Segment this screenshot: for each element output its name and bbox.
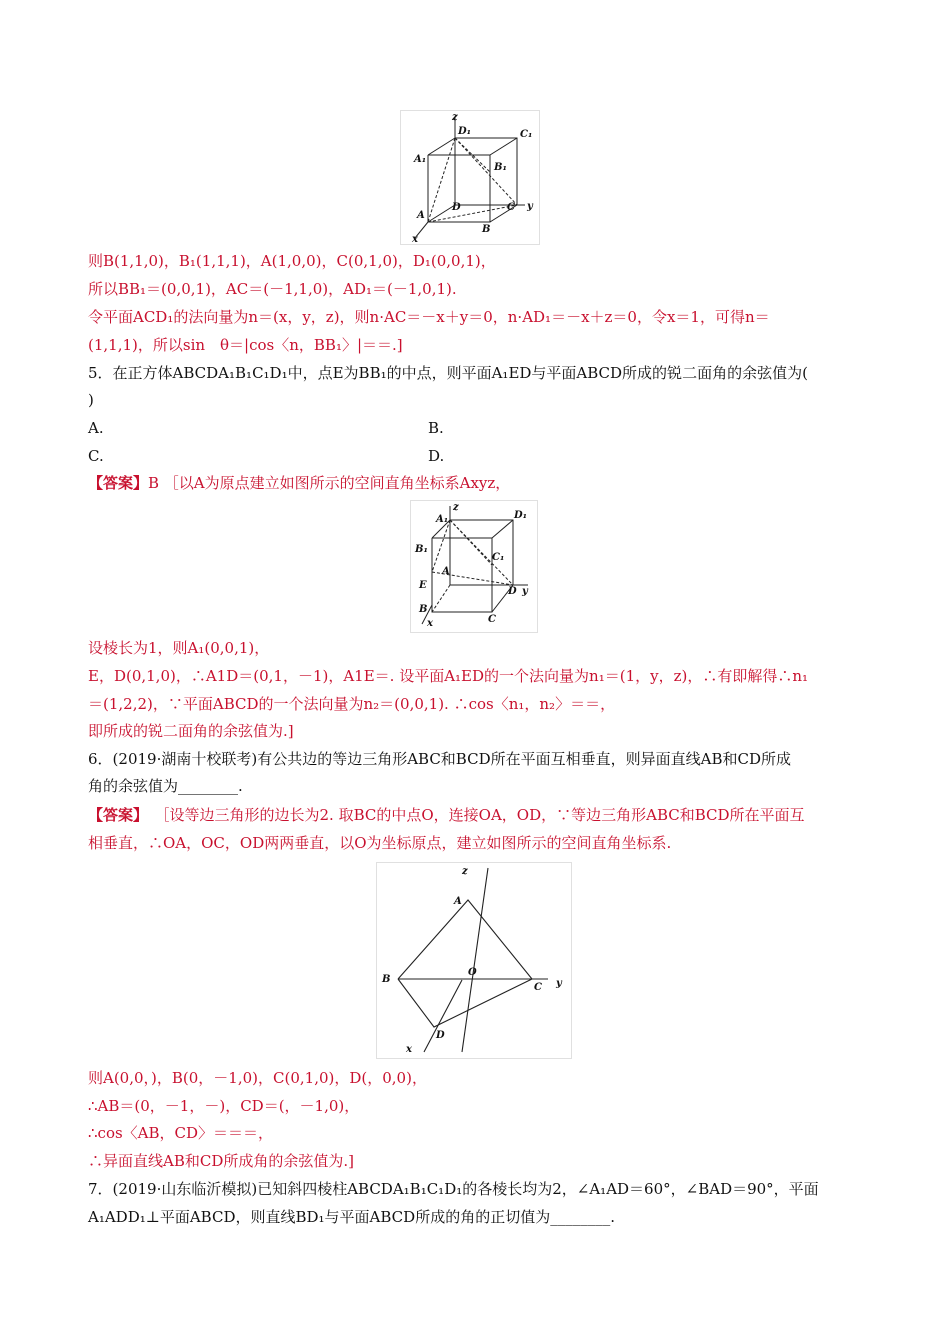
sol5-line2: E，D(0,1,0)，∴A1D＝(0,1，－1)，A1E＝. 设平面A₁ED的一个法向量为n₁＝(1，y，z)，∴有即解得∴n₁ <box>88 667 809 685</box>
sol5-line1: 设棱长为1，则A₁(0,0,1)， <box>88 639 270 657</box>
ans6-line2: 相垂直，∴OA，OC，OD两两垂直，以O为坐标原点，建立如图所示的空间直角坐标系. <box>88 834 672 852</box>
sol6-line3: ∴cos〈AB，CD〉＝＝＝， <box>88 1124 274 1142</box>
sol6-line4: ∴异面直线AB和CD所成角的余弦值为.] <box>88 1152 354 1170</box>
q5-option-d: D. <box>428 447 445 465</box>
fig1-label-B1: B₁ <box>494 162 507 173</box>
fig2-label-y: y <box>522 586 528 597</box>
fig1-label-D1: D₁ <box>458 126 472 137</box>
fig2-label-C: C <box>488 614 496 625</box>
q6-stem-line1: 6．(2019·湖南十校联考)有公共边的等边三角形ABC和BCD所在平面互相垂直，则异面直线AB和CD所成 <box>88 750 791 768</box>
sol4-line4: (1,1,1)，所以sin θ＝|cos〈n，BB₁〉|＝＝.] <box>88 336 403 354</box>
ans6-text1: ［设等边三角形的边长为2. 取BC的中点O，连接OA，OD，∵等边三角形ABC和BCD所在平面互 <box>162 806 805 824</box>
sol6-line2: ∴AB＝(0，－1，－)，CD＝(，－1,0)， <box>88 1097 360 1115</box>
figure-cube-1 <box>400 110 540 245</box>
fig1-label-C: C <box>507 202 515 213</box>
fig3-label-z: z <box>462 866 468 877</box>
ans5-text: B ［以A为原点建立如图所示的空间直角坐标系Axyz， <box>148 474 511 492</box>
fig2-label-C1: C₁ <box>492 552 505 563</box>
fig1-label-A: A <box>417 210 425 221</box>
fig2-label-B1: B₁ <box>415 544 428 555</box>
fig2-label-x: x <box>427 618 433 629</box>
fig3-label-D: D <box>436 1030 445 1041</box>
q6-stem-line2: 角的余弦值为________. <box>88 777 243 795</box>
fig3-label-A: A <box>454 896 462 907</box>
figure-cube-2 <box>410 500 538 633</box>
fig1-label-x: x <box>412 234 418 245</box>
q7-stem-line2: A₁ADD₁⊥平面ABCD，则直线BD₁与平面ABCD所成的角的正切值为________. <box>88 1208 615 1226</box>
figure-tetrahedron <box>376 862 572 1059</box>
fig3-label-O: O <box>468 967 477 978</box>
fig1-label-B: B <box>482 224 491 235</box>
answer-tag: 【答案】 <box>88 806 149 824</box>
fig1-label-C1: C₁ <box>520 129 533 140</box>
fig1-label-A1: A₁ <box>414 154 427 165</box>
fig3-label-C: C <box>534 982 542 993</box>
q5-stem-line1: 5．在正方体ABCDA₁B₁C₁D₁中，点E为BB₁的中点，则平面A₁ED与平面ABCD所成的锐二面角的余弦值为( <box>88 364 808 382</box>
fig1-label-D: D <box>452 202 461 213</box>
sol6-line1: 则A(0,0，)，B(0，－1,0)，C(0,1,0)，D(，0,0)， <box>88 1069 427 1087</box>
fig1-label-z: z <box>452 112 458 123</box>
q5-option-c: C. <box>88 447 104 465</box>
fig2-label-z: z <box>453 502 459 513</box>
q5-option-b: B. <box>428 419 444 437</box>
fig2-label-B: B <box>419 604 428 615</box>
ans6-line1 <box>88 805 805 825</box>
fig2-label-A1: A₁ <box>436 514 449 525</box>
fig3-label-B: B <box>382 974 391 985</box>
q5-stem-line2: ) <box>88 391 94 409</box>
fig1-label-y: y <box>527 201 533 212</box>
fig2-label-D: D <box>508 586 517 597</box>
fig2-label-D1: D₁ <box>514 510 528 521</box>
sol4-line1: 则B(1,1,0)，B₁(1,1,1)，A(1,0,0)，C(0,1,0)，D₁(0,0,1)， <box>88 252 496 270</box>
answer-tag: 【答案】 <box>88 474 149 492</box>
fig3-label-x: x <box>406 1044 412 1055</box>
fig3-label-y: y <box>556 978 562 989</box>
fig2-label-E: E <box>419 580 427 591</box>
sol4-line2: 所以BB₁＝(0,0,1)，AC＝(－1,1,0)，AD₁＝(－1,0,1). <box>88 280 457 298</box>
q5-option-a: A. <box>88 419 104 437</box>
sol5-line3: ＝(1,2,2)，∵平面ABCD的一个法向量为n₂＝(0,0,1). ∴cos〈n₁，n₂〉＝＝， <box>88 695 616 713</box>
fig2-label-A: A <box>442 566 450 577</box>
sol5-line4: 即所成的锐二面角的余弦值为.] <box>88 722 294 740</box>
q7-stem-line1: 7．(2019·山东临沂模拟)已知斜四棱柱ABCDA₁B₁C₁D₁的各棱长均为2，∠A₁AD＝60°，∠BAD＝90°，平面 <box>88 1180 819 1198</box>
sol4-line3: 令平面ACD₁的法向量为n＝(x，y，z)，则n·AC＝－x＋y＝0，n·AD₁＝－x＋z＝0，令x＝1，可得n＝ <box>88 308 770 326</box>
ans5-line <box>88 473 510 493</box>
